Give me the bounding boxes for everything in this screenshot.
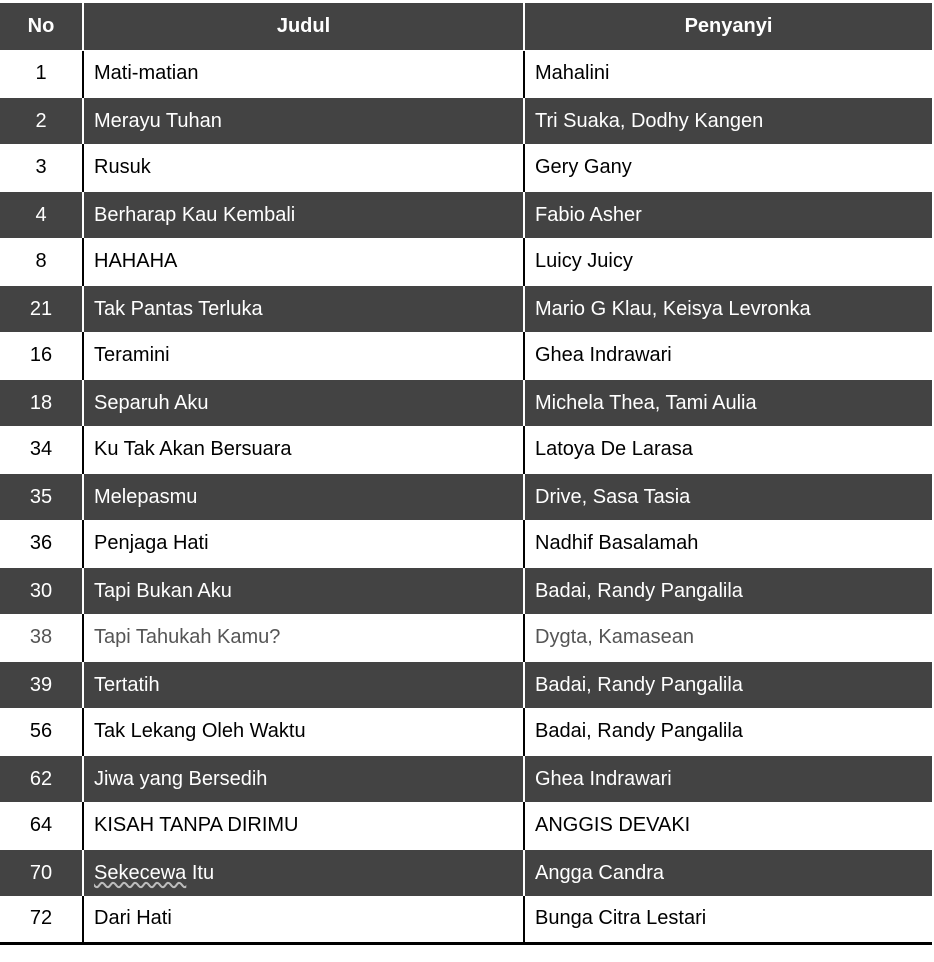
cell-judul: KISAH TANPA DIRIMU [83,802,524,849]
cell-judul: HAHAHA [83,238,524,285]
table-row [0,802,932,849]
cell-no: 35 [0,473,83,520]
table-row [0,520,932,567]
header-no: No [0,3,83,50]
cell-no: 72 [0,896,83,943]
cell-penyanyi: Gery Gany [524,144,932,191]
cell-penyanyi: Luicy Juicy [524,238,932,285]
cell-penyanyi: Nadhif Basalamah [524,520,932,567]
cell-judul: Penjaga Hati [83,520,524,567]
cell-penyanyi: Badai, Randy Pangalila [524,661,932,708]
song-table [0,3,932,945]
cell-no: 34 [0,426,83,473]
table-row [0,238,932,285]
cell-no: 38 [0,614,83,661]
cell-judul: Rusuk [83,144,524,191]
header-judul: Judul [83,3,524,50]
table-row [0,614,932,661]
table-row [0,379,932,426]
cell-judul: Tapi Tahukah Kamu? [83,614,524,661]
table-row [0,144,932,191]
table-row [0,755,932,802]
cell-judul: Dari Hati [83,896,524,943]
cell-penyanyi: Bunga Citra Lestari [524,896,932,943]
cell-no: 4 [0,191,83,238]
cell-no: 70 [0,849,83,896]
cell-judul: Tapi Bukan Aku [83,567,524,614]
cell-judul: Jiwa yang Bersedih [83,755,524,802]
cell-judul: Teramini [83,332,524,379]
cell-penyanyi: Angga Candra [524,849,932,896]
cell-judul [83,849,524,896]
cell-penyanyi: Michela Thea, Tami Aulia [524,379,932,426]
spellcheck-word[interactable]: Sekecewa [94,861,187,884]
table-row [0,849,932,896]
cell-penyanyi: Badai, Randy Pangalila [524,708,932,755]
cell-no: 8 [0,238,83,285]
cell-judul: Ku Tak Akan Bersuara [83,426,524,473]
cell-judul: Separuh Aku [83,379,524,426]
cell-penyanyi: Badai, Randy Pangalila [524,567,932,614]
cell-judul: Tertatih [83,661,524,708]
cell-no: 1 [0,50,83,97]
cell-no: 64 [0,802,83,849]
cell-no: 18 [0,379,83,426]
cell-penyanyi: Drive, Sasa Tasia [524,473,932,520]
cell-no: 2 [0,97,83,144]
cell-penyanyi: Tri Suaka, Dodhy Kangen [524,97,932,144]
cell-penyanyi: Latoya De Larasa [524,426,932,473]
cell-no: 21 [0,285,83,332]
table-row [0,285,932,332]
cell-penyanyi: Mahalini [524,50,932,97]
table-row [0,473,932,520]
cell-no: 56 [0,708,83,755]
table-row [0,97,932,144]
cell-no: 39 [0,661,83,708]
table-row [0,567,932,614]
cell-judul: Tak Pantas Terluka [83,285,524,332]
table-row [0,426,932,473]
cell-judul: Mati-matian [83,50,524,97]
table-row [0,661,932,708]
table-row [0,50,932,97]
cell-judul: Berharap Kau Kembali [83,191,524,238]
cell-no: 3 [0,144,83,191]
cell-judul: Merayu Tuhan [83,97,524,144]
cell-no: 16 [0,332,83,379]
cell-no: 36 [0,520,83,567]
cell-penyanyi: Ghea Indrawari [524,332,932,379]
table-header-row [0,3,932,50]
table-row [0,191,932,238]
table-row [0,708,932,755]
cell-no: 30 [0,567,83,614]
cell-penyanyi: Ghea Indrawari [524,755,932,802]
table-row [0,332,932,379]
header-penyanyi: Penyanyi [524,3,932,50]
judul-rest: Itu [186,861,215,884]
table-row [0,896,932,943]
cell-penyanyi: Dygta, Kamasean [524,614,932,661]
cell-penyanyi: ANGGIS DEVAKI [524,802,932,849]
cell-judul: Tak Lekang Oleh Waktu [83,708,524,755]
cell-penyanyi: Mario G Klau, Keisya Levronka [524,285,932,332]
cell-judul: Melepasmu [83,473,524,520]
cell-no: 62 [0,755,83,802]
cell-penyanyi: Fabio Asher [524,191,932,238]
